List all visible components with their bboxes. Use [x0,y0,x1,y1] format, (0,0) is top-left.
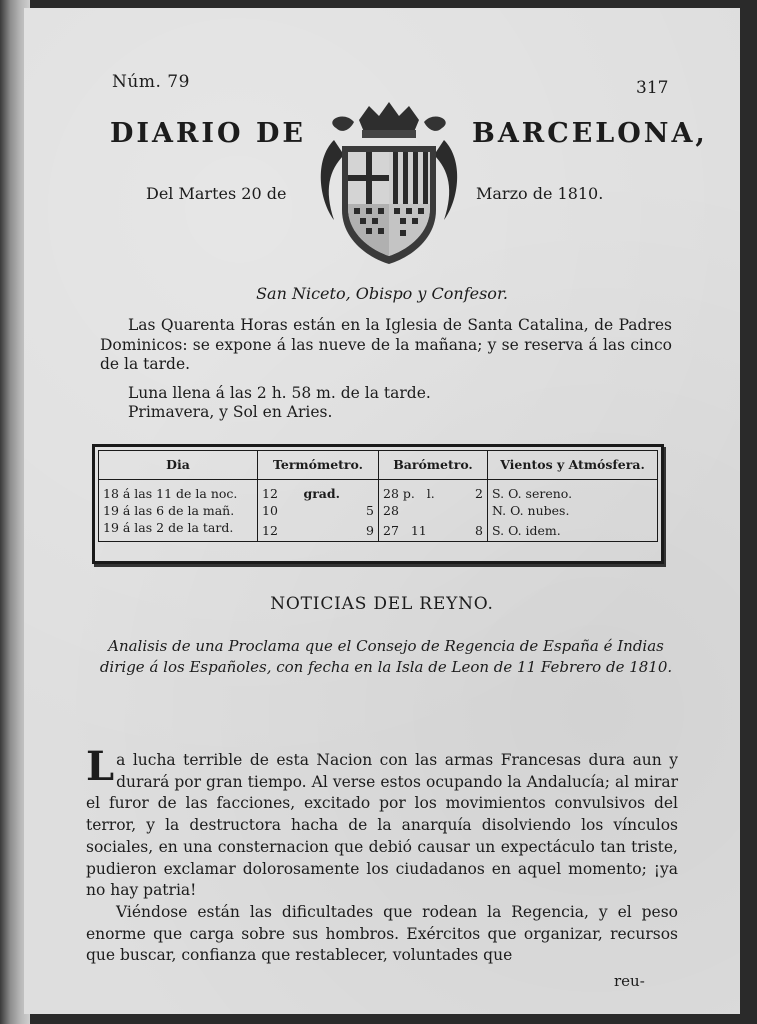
article-paragraph [86,743,678,902]
quarenta-horas-notice: Las Quarenta Horas están en la Iglesia de Santa Catalina, de Padres Dominicos: se expone á las nueve de la mañana; y se reserva á las cinco de la tarde. [100,316,672,373]
cell-viento: S. O. idem. [488,519,658,542]
catchword: reu- [614,972,645,990]
masthead-title-right: BARCELONA, [472,118,708,149]
term-value: 12 [262,486,278,501]
masthead-title-left: DIARIO DE [110,118,306,149]
baro-pulgadas: 27 [383,522,399,538]
table-row [99,519,658,542]
cell-dia: 19 á las 2 de la tard. [99,519,258,542]
cell-dia: 19 á las 6 de la mañ. [99,502,258,519]
baro-lineas: 11 [410,522,427,538]
moon-notice: Luna llena á las 2 h. 58 m. de la tarde. [128,384,431,402]
term-value: 10 [262,503,278,518]
section-title: NOTICIAS DEL REYNO. [270,594,494,614]
table-row [99,480,658,503]
term-fraction: 5 [366,503,374,518]
cell-termometro [258,519,379,542]
article-heading: Analisis de una Proclama que el Consejo de Regencia de España é Indias dirige á los Españoles, con fecha en la Isla de Leon de 11 Febrero de 1810. [99,637,673,676]
baro-lineas: l. [426,486,435,501]
newspaper-page [24,8,740,1014]
baro-pulgadas: 28 [383,503,399,518]
cell-barometro [379,480,488,503]
date-left: Del Martes 20 de [146,184,287,203]
issue-number: Núm. 79 [112,72,190,92]
column-header-termometro: Termómetro. [258,451,379,480]
column-header-vientos: Vientos y Atmósfera. [488,451,658,480]
term-unit: grad. [303,486,340,501]
term-fraction: 9 [366,522,374,538]
cell-dia: 18 á las 11 de la noc. [99,480,258,503]
barcelona-coat-of-arms-icon [314,100,464,268]
baro-pulgadas: 28 p. [383,486,415,501]
table-row [99,502,658,519]
paragraph-text: a lucha terrible de esta Nacion con las armas Francesas dura aun y durará por gran tiempo. Al verse estos ocupando la Andalucía; al mirar el furor de las facciones, excitado por los movimientos convulsivos del terror, y la destructora hacha de la anarquía disolviendo los vínculos sociales, en una consternacion que debió causar un expectáculo tan triste, pudieron exclamar dolorosamente los ciudadanos en aquel momento; ¡ya no hay patria! [86,751,678,900]
weather-table [92,444,664,564]
baro-puntos: 2 [475,486,483,501]
cell-viento: S. O. sereno. [488,480,658,503]
term-value: 12 [262,522,278,538]
column-header-dia: Dia [99,451,258,480]
page-number: 317 [636,78,669,98]
article-paragraph: Viéndose están las dificultades que rodean la Regencia, y el peso enorme que carga sobre sus hombros. Exércitos que organizar, recursos que buscar, confianza que restablecer, voluntades que [86,902,678,965]
cell-termometro [258,480,379,503]
cell-barometro [379,502,488,519]
cell-viento: N. O. nubes. [488,502,658,519]
column-header-barometro: Barómetro. [379,451,488,480]
baro-puntos: 8 [475,522,483,538]
season-notice: Primavera, y Sol en Aries. [128,403,333,421]
cell-termometro [258,502,379,519]
drop-cap: L [86,743,115,790]
saint-of-the-day: San Niceto, Obispo y Confesor. [256,284,508,303]
date-right: Marzo de 1810. [476,184,604,203]
cell-barometro [379,519,488,542]
article-body [86,743,678,967]
